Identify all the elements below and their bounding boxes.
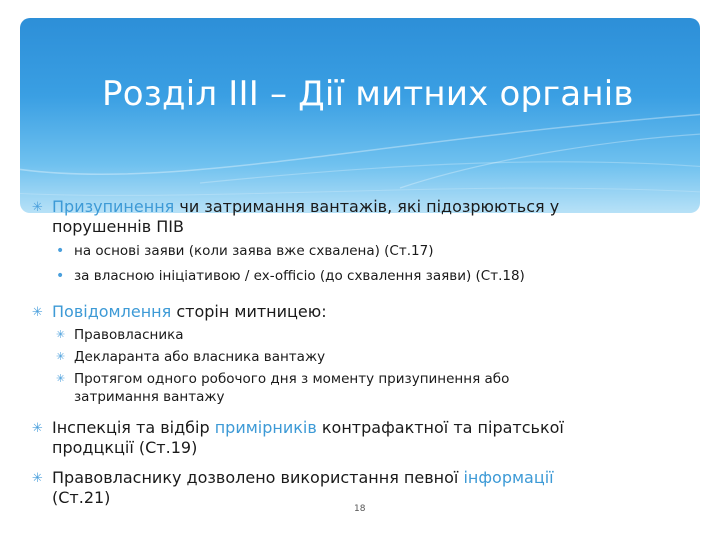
sub-list-item-continuation: затримання вантажу [74, 389, 225, 405]
star-bullet-icon: ✳ [56, 328, 66, 341]
slide-title: Розділ III – Дії митних органів [102, 74, 634, 114]
star-bullet-icon: ✳ [56, 372, 66, 385]
star-bullet-icon: ✳ [32, 200, 43, 215]
page-number: 18 [354, 504, 366, 514]
star-bullet-icon: ✳ [32, 421, 43, 436]
highlight-term: Призупинення [52, 197, 175, 216]
sub-list-item: • на основі заяви (коли заява вже схвалена) (Ст.17) [56, 243, 434, 259]
list-item: ✳ Повідомлення сторін митницею: [32, 302, 327, 321]
sub-list-item: ✳ Протягом одного робочого дня з моменту призупинення або [56, 371, 510, 387]
list-item: ✳ Призупинення чи затримання вантажів, які підозрюються у [32, 197, 560, 216]
list-item-continuation: порушеннів ПІВ [52, 217, 184, 236]
sub-list-item: ✳ Правовласника [56, 327, 184, 343]
star-bullet-icon: ✳ [32, 471, 43, 486]
dot-bullet-icon: • [56, 243, 65, 259]
highlight-term: інформації [463, 468, 554, 487]
star-bullet-icon: ✳ [32, 305, 43, 320]
list-item: ✳ Правовласнику дозволено використання певної інформації [32, 468, 554, 487]
list-item: ✳ Інспекція та відбір примірників контрафактної та піратської [32, 418, 564, 437]
list-item-continuation: продцкції (Ст.19) [52, 438, 198, 457]
list-item-continuation: (Ст.21) [52, 488, 111, 507]
highlight-term: Повідомлення [52, 302, 172, 321]
sub-list-item: ✳ Декларанта або власника вантажу [56, 349, 326, 365]
star-bullet-icon: ✳ [56, 350, 66, 363]
highlight-term: примірників [214, 418, 317, 437]
sub-list-item: • за власною ініціативою / ex-officio (до схвалення заяви) (Ст.18) [56, 268, 525, 284]
dot-bullet-icon: • [56, 268, 65, 284]
